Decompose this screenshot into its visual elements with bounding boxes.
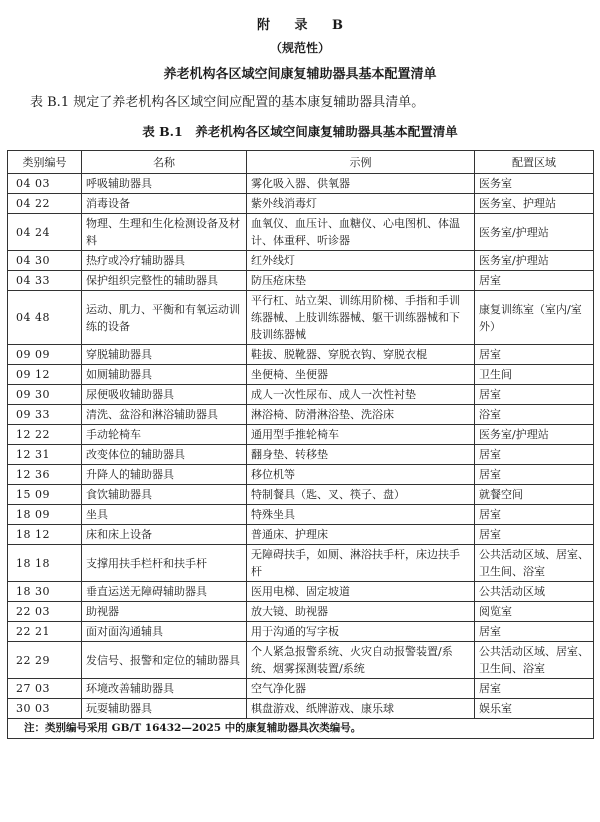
cell-code: 18 12 [8,525,82,545]
table-row [8,525,594,545]
cell-example: 医用电梯、固定坡道 [247,582,475,602]
cell-code: 22 29 [8,642,82,679]
cell-area: 居室 [475,505,594,525]
cell-name: 如厕辅助器具 [82,365,247,385]
cell-name: 尿便吸收辅助器具 [82,385,247,405]
cell-name: 运动、肌力、平衡和有氧运动训练的设备 [82,291,247,345]
cell-area: 阅览室 [475,602,594,622]
cell-code: 04 22 [8,194,82,214]
cell-name: 保护组织完整性的辅助器具 [82,271,247,291]
table-row [8,679,594,699]
cell-example: 翻身垫、转移垫 [247,445,475,465]
cell-name: 消毒设备 [82,194,247,214]
cell-code: 04 24 [8,214,82,251]
cell-name: 手动轮椅车 [82,425,247,445]
cell-example: 无障碍扶手，如厕、淋浴扶手杆，床边扶手杆 [247,545,475,582]
cell-example: 成人一次性尿布、成人一次性衬垫 [247,385,475,405]
cell-area: 居室 [475,622,594,642]
cell-area: 卫生间 [475,365,594,385]
header-name: 名称 [82,151,247,174]
table-row [8,465,594,485]
table-row [8,214,594,251]
cell-name: 发信号、报警和定位的辅助器具 [82,642,247,679]
table-row [8,174,594,194]
cell-example: 红外线灯 [247,251,475,271]
cell-code: 18 18 [8,545,82,582]
table-row [8,602,594,622]
cell-area: 居室 [475,525,594,545]
table-row [8,405,594,425]
cell-example: 放大镜、助视器 [247,602,475,622]
cell-code: 12 36 [8,465,82,485]
cell-area: 居室 [475,385,594,405]
cell-code: 09 30 [8,385,82,405]
cell-name: 清洗、盆浴和淋浴辅助器具 [82,405,247,425]
table-row [8,642,594,679]
cell-area: 居室 [475,679,594,699]
cell-name: 面对面沟通辅具 [82,622,247,642]
cell-example: 空气净化器 [247,679,475,699]
table-note-row [8,719,594,739]
cell-code: 04 03 [8,174,82,194]
table-row [8,622,594,642]
table-row [8,385,594,405]
cell-area: 医务室 [475,174,594,194]
table-row [8,505,594,525]
cell-example: 用于沟通的写字板 [247,622,475,642]
cell-example: 个人紧急报警系统、火灾自动报警装置/系统、烟雾探测装置/系统 [247,642,475,679]
cell-example: 特殊坐具 [247,505,475,525]
cell-example: 防压疮床垫 [247,271,475,291]
cell-name: 改变体位的辅助器具 [82,445,247,465]
cell-name: 穿脱辅助器具 [82,345,247,365]
cell-code: 30 03 [8,699,82,719]
cell-code: 04 48 [8,291,82,345]
cell-example: 坐便椅、坐便器 [247,365,475,385]
cell-name: 坐具 [82,505,247,525]
cell-name: 玩耍辅助器具 [82,699,247,719]
table-row [8,545,594,582]
appendix-type: （规范性） [269,41,330,55]
cell-area: 医务室/护理站 [475,251,594,271]
cell-name: 升降人的辅助器具 [82,465,247,485]
table-row [8,365,594,385]
cell-example: 普通床、护理床 [247,525,475,545]
cell-code: 12 22 [8,425,82,445]
cell-example: 雾化吸入器、供氧器 [247,174,475,194]
header-area: 配置区域 [475,151,594,174]
table-caption: 表 B.1 养老机构各区域空间康复辅助器具基本配置清单 [142,124,458,139]
cell-area: 医务室/护理站 [475,214,594,251]
header-code: 类别编号 [8,151,82,174]
cell-example: 移位机等 [247,465,475,485]
header-example: 示例 [247,151,475,174]
cell-code: 18 09 [8,505,82,525]
cell-code: 27 03 [8,679,82,699]
table-row [8,194,594,214]
cell-example: 棋盘游戏、纸牌游戏、康乐球 [247,699,475,719]
cell-area: 居室 [475,465,594,485]
cell-area: 居室 [475,345,594,365]
cell-example: 特制餐具（匙、叉、筷子、盘） [247,485,475,505]
table-row [8,699,594,719]
cell-area: 居室 [475,445,594,465]
cell-area: 居室 [475,271,594,291]
cell-code: 22 03 [8,602,82,622]
table-row [8,271,594,291]
table-row [8,445,594,465]
cell-area: 浴室 [475,405,594,425]
cell-area: 医务室、护理站 [475,194,594,214]
cell-code: 04 33 [8,271,82,291]
cell-area: 公共活动区域、居室、卫生间、浴室 [475,642,594,679]
cell-name: 垂直运送无障碍辅助器具 [82,582,247,602]
cell-area: 康复训练室（室内/室外） [475,291,594,345]
cell-code: 22 21 [8,622,82,642]
cell-name: 物理、生理和生化检测设备及材料 [82,214,247,251]
cell-example: 通用型手推轮椅车 [247,425,475,445]
cell-code: 18 30 [8,582,82,602]
table-row [8,485,594,505]
table-header-row [8,151,594,174]
table-row [8,582,594,602]
config-table [7,150,594,739]
cell-name: 呼吸辅助器具 [82,174,247,194]
intro-paragraph: 表 B.1 规定了养老机构各区域空间应配置的基本康复辅助器具清单。 [30,95,425,110]
cell-name: 热疗或冷疗辅助器具 [82,251,247,271]
cell-example: 紫外线消毒灯 [247,194,475,214]
cell-name: 支撑用扶手栏杆和扶手杆 [82,545,247,582]
cell-code: 09 09 [8,345,82,365]
cell-area: 公共活动区域 [475,582,594,602]
table-row [8,291,594,345]
cell-example: 鞋拔、脱靴器、穿脱衣钩、穿脱衣棍 [247,345,475,365]
cell-name: 床和床上设备 [82,525,247,545]
table-row [8,251,594,271]
cell-area: 就餐空间 [475,485,594,505]
table-note: 注：类别编号采用 GB/T 16432—2025 中的康复辅助器具次类编号。 [8,719,594,739]
cell-example: 平行杠、站立架、训练用阶梯、手指和手训练器械、上肢训练器械、躯干训练器械和下肢训练器械 [247,291,475,345]
cell-name: 环境改善辅助器具 [82,679,247,699]
cell-code: 12 31 [8,445,82,465]
table-body [8,174,594,719]
cell-name: 助视器 [82,602,247,622]
cell-area: 医务室/护理站 [475,425,594,445]
cell-code: 09 12 [8,365,82,385]
table-row [8,345,594,365]
appendix-title: 附 录 B [256,18,354,33]
cell-code: 15 09 [8,485,82,505]
cell-example: 淋浴椅、防滑淋浴垫、洗浴床 [247,405,475,425]
cell-example: 血氧仪、血压计、血糖仪、心电图机、体温计、体重秤、听诊器 [247,214,475,251]
cell-code: 04 30 [8,251,82,271]
cell-area: 娱乐室 [475,699,594,719]
document-title: 养老机构各区域空间康复辅助器具基本配置清单 [163,67,437,82]
cell-name: 食饮辅助器具 [82,485,247,505]
table-row [8,425,594,445]
cell-code: 09 33 [8,405,82,425]
cell-area: 公共活动区域、居室、卫生间、浴室 [475,545,594,582]
